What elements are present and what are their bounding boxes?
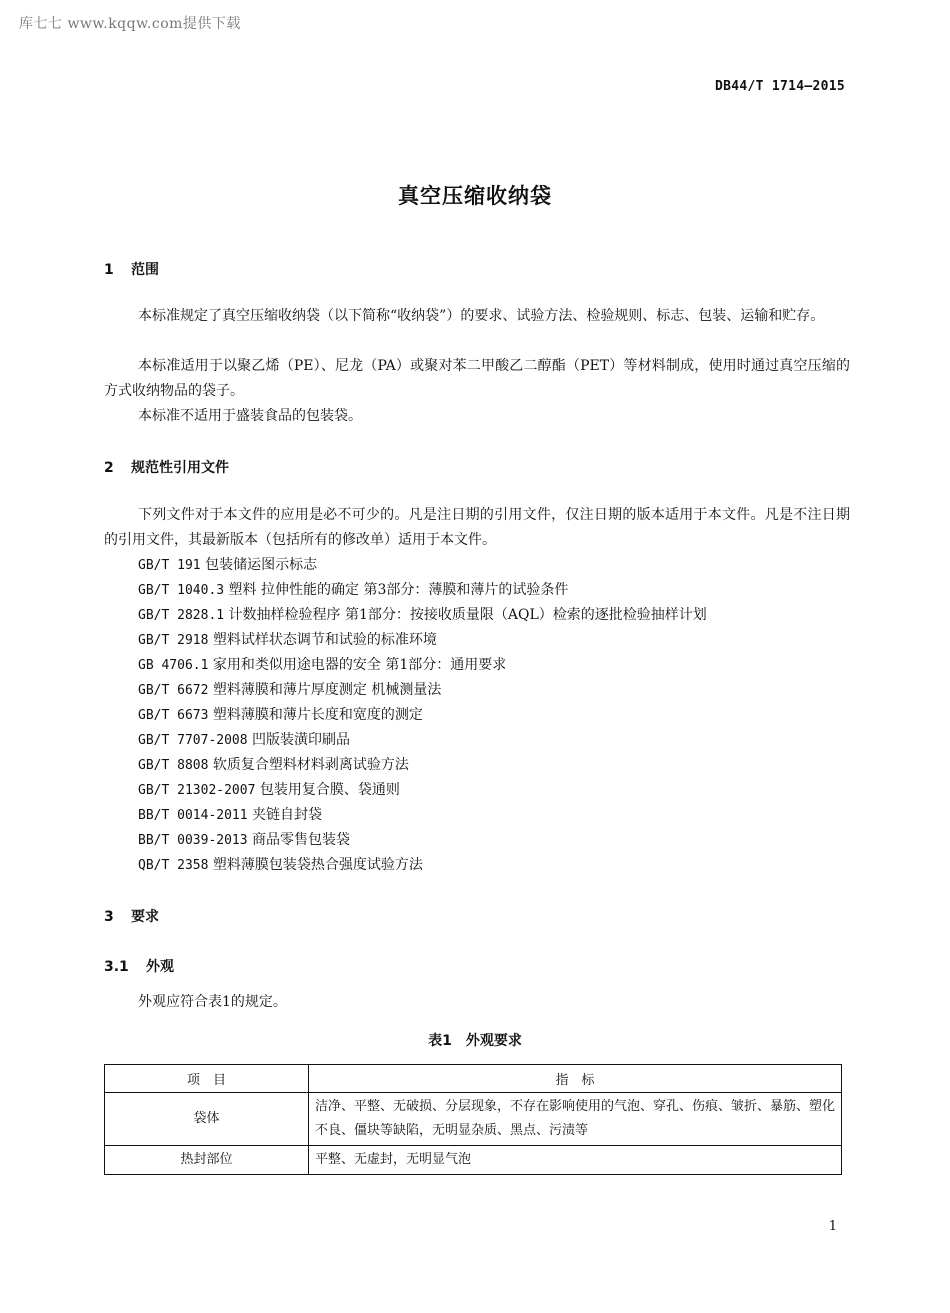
appearance-text: 外观应符合表1的规定。 (138, 994, 287, 1010)
section-title: 范围 (131, 262, 159, 278)
list-item (138, 653, 707, 678)
list-item (138, 553, 707, 578)
reference-code: GB/T 21302-2007 (138, 783, 256, 798)
reference-title: 凹版装潢印刷品 (252, 732, 351, 748)
references-intro: 下列文件对于本文件的应用是必不可少的。凡是注日期的引用文件，仅注日期的版本适用于本文件。凡是不注日期的引用文件，其最新版本（包括所有的修改单）适用于本文件。 (104, 507, 850, 548)
section-number: 2 (104, 460, 114, 476)
list-item (138, 728, 707, 753)
table-cell-item: 袋体 (105, 1093, 309, 1146)
section-title: 要求 (131, 909, 159, 925)
page-title: 真空压缩收纳袋 (398, 184, 552, 208)
appearance-requirements-table (104, 1064, 842, 1175)
list-item (138, 778, 707, 803)
reference-title: 塑料试样状态调节和试验的标准环境 (212, 632, 437, 648)
table-header-row (105, 1065, 842, 1093)
reference-code: GB 4706.1 (138, 658, 209, 673)
scope-paragraph-2: 本标准适用于以聚乙烯（PE）、尼龙（PA）或聚对苯二甲酸乙二醇酯（PET）等材料制成，使用时通过真空压缩的方式收纳物品的袋子。 (104, 358, 850, 399)
reference-title: 塑料薄膜和薄片长度和宽度的测定 (212, 707, 423, 723)
list-item (138, 828, 707, 853)
reference-code: GB/T 8808 (138, 758, 209, 773)
section-title: 规范性引用文件 (131, 460, 229, 476)
watermark: 库七七 www.kqqw.com提供下载 (19, 16, 241, 32)
table-row (105, 1146, 842, 1175)
table-cell-spec: 洁净、平整、无破损、分层现象，不存在影响使用的气泡、穿孔、伤痕、皱折、暴筋、塑化不良、僵块等缺陷，无明显杂质、黑点、污渍等 (309, 1093, 842, 1146)
reference-code: GB/T 1040.3 (138, 583, 225, 598)
reference-code: GB/T 7707-2008 (138, 733, 248, 748)
reference-title: 塑料薄膜包装袋热合强度试验方法 (212, 857, 423, 873)
table-cell-item: 热封部位 (105, 1146, 309, 1175)
list-item (138, 853, 707, 878)
reference-title: 计数抽样检验程序 第1部分：按接收质量限（AQL）检索的逐批检验抽样计划 (228, 607, 707, 623)
table-row (105, 1093, 842, 1146)
section-number: 3 (104, 909, 114, 925)
section-heading-references (104, 457, 229, 477)
subsection-title: 外观 (146, 959, 174, 975)
scope-paragraph-3: 本标准不适用于盛装食品的包装袋。 (138, 408, 362, 424)
reference-code: GB/T 6673 (138, 708, 209, 723)
table-caption: 表1 外观要求 (428, 1033, 522, 1049)
list-item (138, 703, 707, 728)
subsection-number: 3.1 (104, 959, 129, 975)
column-header-item: 项 目 (105, 1065, 309, 1093)
list-item (138, 603, 707, 628)
list-item (138, 753, 707, 778)
reference-code: GB/T 6672 (138, 683, 209, 698)
scope-paragraph-1: 本标准规定了真空压缩收纳袋（以下简称“收纳袋”）的要求、试验方法、检验规则、标志、包装、运输和贮存。 (138, 308, 825, 324)
list-item (138, 803, 707, 828)
list-item (138, 578, 707, 603)
subsection-heading-appearance (104, 956, 174, 976)
page-number: 1 (828, 1219, 837, 1234)
list-item (138, 678, 707, 703)
list-item (138, 628, 707, 653)
reference-code: GB/T 2918 (138, 633, 209, 648)
standard-code: DB44/T 1714—2015 (714, 79, 845, 94)
reference-title: 家用和类似用途电器的安全 第1部分：通用要求 (212, 657, 507, 673)
reference-title: 塑料 拉伸性能的确定 第3部分：薄膜和薄片的试验条件 (228, 582, 569, 598)
table-cell-spec: 平整、无虚封，无明显气泡 (309, 1146, 842, 1175)
reference-code: GB/T 191 (138, 558, 201, 573)
reference-code: QB/T 2358 (138, 858, 209, 873)
section-heading-scope (104, 259, 159, 279)
reference-code: BB/T 0014-2011 (138, 808, 248, 823)
reference-list (138, 553, 707, 878)
reference-title: 夹链自封袋 (252, 807, 323, 823)
reference-code: BB/T 0039-2013 (138, 833, 248, 848)
column-header-spec: 指 标 (309, 1065, 842, 1093)
reference-title: 塑料薄膜和薄片厚度测定 机械测量法 (212, 682, 442, 698)
reference-title: 包装储运图示标志 (205, 557, 318, 573)
reference-title: 包装用复合膜、袋通则 (259, 782, 400, 798)
reference-code: GB/T 2828.1 (138, 608, 225, 623)
reference-title: 软质复合塑料材料剥离试验方法 (212, 757, 409, 773)
reference-title: 商品零售包装袋 (252, 832, 351, 848)
section-number: 1 (104, 262, 114, 278)
section-heading-requirements (104, 906, 159, 926)
